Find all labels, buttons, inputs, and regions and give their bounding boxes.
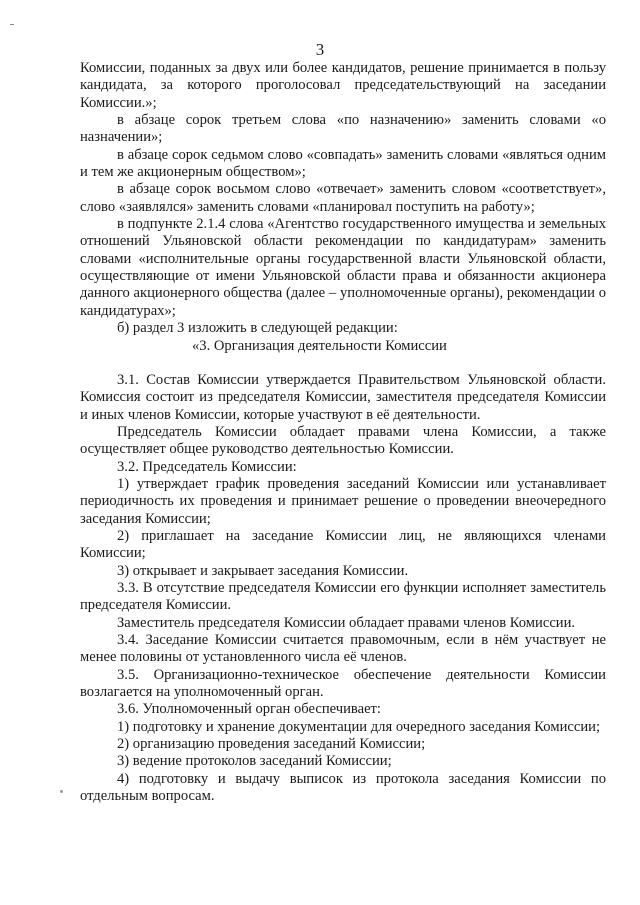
- paragraph: 1) подготовку и хранение документации для очередного заседания Комиссии;: [117, 718, 601, 735]
- paragraph: Комиссии, поданных за двух или более кандидатов, решение принимается в пользу кандидата, за которого проголосовал председательствующий на заседании Комиссии.»;: [80, 60, 606, 111]
- paragraph: 3.5. Организационно-техническое обеспечение деятельности Комиссии возлагается на уполномоченный орган.: [80, 666, 606, 701]
- scan-artifact: [60, 790, 63, 793]
- paragraph: 3.1. Состав Комиссии утверждается Правительством Ульяновской области. Комиссия состоит из председателя Комиссии, заместителя председателя Комиссии и иных членов Комиссии, которые участвуют в её деятельности.: [80, 371, 606, 423]
- paragraph: 4) подготовку и выдачу выписок из протокола заседания Комиссии по отдельным вопросам.: [80, 770, 606, 805]
- paragraph: Заместитель председателя Комиссии обладает правами членов Комиссии.: [117, 614, 576, 631]
- page-number: 3: [315, 40, 325, 59]
- paragraph: 3.4. Заседание Комиссии считается правомочным, если в нём участвует не менее половины от установленного числа её членов.: [80, 632, 606, 666]
- paragraph: 3) открывает и закрывает заседания Комиссии.: [117, 562, 409, 579]
- paragraph: 3.2. Председатель Комиссии:: [117, 458, 297, 475]
- paragraph: б) раздел 3 изложить в следующей редакции:: [117, 320, 398, 337]
- section-heading: «3. Организация деятельности Комиссии: [192, 337, 447, 354]
- paragraph: Председатель Комиссии обладает правами члена Комиссии, а также осуществляет общее руководство деятельностью Комиссии.: [80, 423, 606, 458]
- paragraph: 3.3. В отсутствие председателя Комиссии его функции исполняет заместитель председателя Комиссии.: [80, 579, 606, 614]
- paragraph: 2) организацию проведения заседаний Комиссии;: [117, 736, 426, 753]
- paragraph: 3) ведение протоколов заседаний Комиссии;: [117, 753, 392, 770]
- paragraph: в подпункте 2.1.4 слова «Агентство государственного имущества и земельных отношений Ульяновской области рекомендации по кандидатурам» заменить словами «исполнительные органы государственной власти Ульяновской области, осуществляющие от имени Ульяновской области права и обязанности акционера данного акционерного общества (далее – уполномоченные органы), рекомендации о кандидатурах»;: [80, 216, 606, 319]
- document-body: [80, 60, 606, 805]
- paragraph: 1) утверждает график проведения заседаний Комиссии или устанавливает периодичность их проведения и принимает решение о проведении внеочередного заседания Комиссии;: [80, 475, 606, 527]
- paragraph: в абзаце сорок восьмом слово «отвечает» заменить словом «соответствует», слово «заявлялся» заменить словами «планировал поступить на работу»;: [80, 181, 606, 215]
- scan-artifact: [10, 24, 14, 25]
- paragraph: 3.6. Уполномоченный орган обеспечивает:: [117, 701, 381, 718]
- paragraph: в абзаце сорок седьмом слово «совпадать» заменить словами «являться одним и тем же акционерным обществом»;: [80, 146, 606, 181]
- paragraph: 2) приглашает на заседание Комиссии лиц, не являющихся членами Комиссии;: [80, 527, 606, 562]
- paragraph: в абзаце сорок третьем слова «по назначению» заменить словами «о назначении»;: [80, 112, 606, 146]
